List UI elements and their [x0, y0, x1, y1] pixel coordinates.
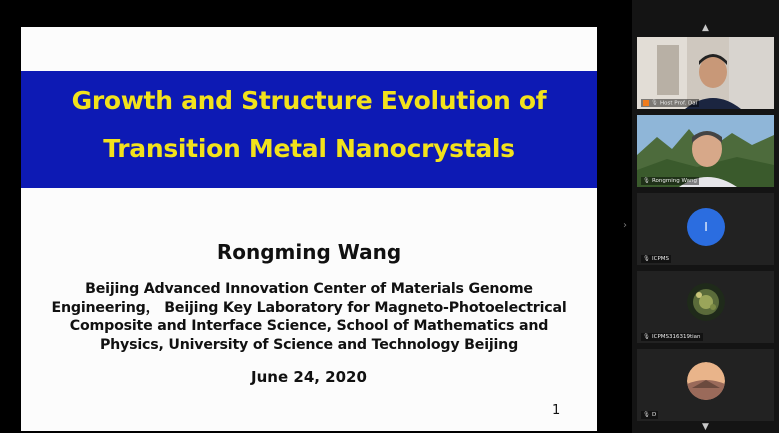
- participant-name-label: 🎙 Rongming Wang: [643, 178, 697, 184]
- participant-name-label: 🎙 Host Prof. Dai: [641, 99, 699, 108]
- avatar: [687, 283, 725, 321]
- participant-tile-icpms-tian[interactable]: [637, 271, 774, 343]
- avatar-initial: I: [687, 208, 725, 246]
- affiliation-line: Beijing Advanced Innovation Center of Materials Genome: [85, 281, 533, 297]
- presentation-slide: [21, 27, 597, 431]
- participant-name-label: 🎙 ICPMS: [643, 256, 669, 262]
- affiliation-line: Engineering， Beijing Key Laboratory for Magneto-Photoelectrical: [51, 299, 567, 316]
- slide-title-line-2: Transition Metal Nanocrystals: [103, 134, 515, 163]
- microphone-icon: 🎙: [643, 178, 650, 184]
- host-badge-icon: [643, 100, 649, 106]
- microphone-icon: 🎙: [651, 100, 658, 106]
- slide-title-line-1: Growth and Structure Evolution of: [71, 86, 547, 115]
- slide-page-number: 1: [552, 403, 561, 418]
- participant-name-label: 🎙 ICPMS316319tian: [643, 334, 701, 340]
- participant-tile-icpms[interactable]: [637, 193, 774, 265]
- slide-date: June 24, 2020: [251, 368, 367, 386]
- participant-tile-host[interactable]: [637, 37, 774, 109]
- affiliation-line: Physics, University of Science and Technology Beijing: [99, 336, 519, 353]
- participant-tile-speaker[interactable]: [637, 115, 774, 187]
- participant-name-label: 🎙 D: [643, 412, 657, 418]
- affiliation-line: Composite and Interface Science, School of Mathematics and: [69, 318, 549, 334]
- participants-panel: [632, 0, 779, 433]
- chevron-down-icon[interactable]: ▼: [702, 422, 709, 432]
- chevron-up-icon[interactable]: ▲: [702, 23, 709, 33]
- microphone-icon: 🎙: [643, 256, 650, 262]
- microphone-icon: 🎙: [643, 412, 650, 418]
- microphone-icon: 🎙: [643, 334, 650, 340]
- chevron-right-icon[interactable]: ›: [623, 220, 627, 231]
- slide-author: Rongming Wang: [216, 240, 402, 264]
- slide-affiliation: [33, 280, 585, 354]
- avatar: [687, 362, 725, 400]
- participant-tile-d[interactable]: [637, 349, 774, 421]
